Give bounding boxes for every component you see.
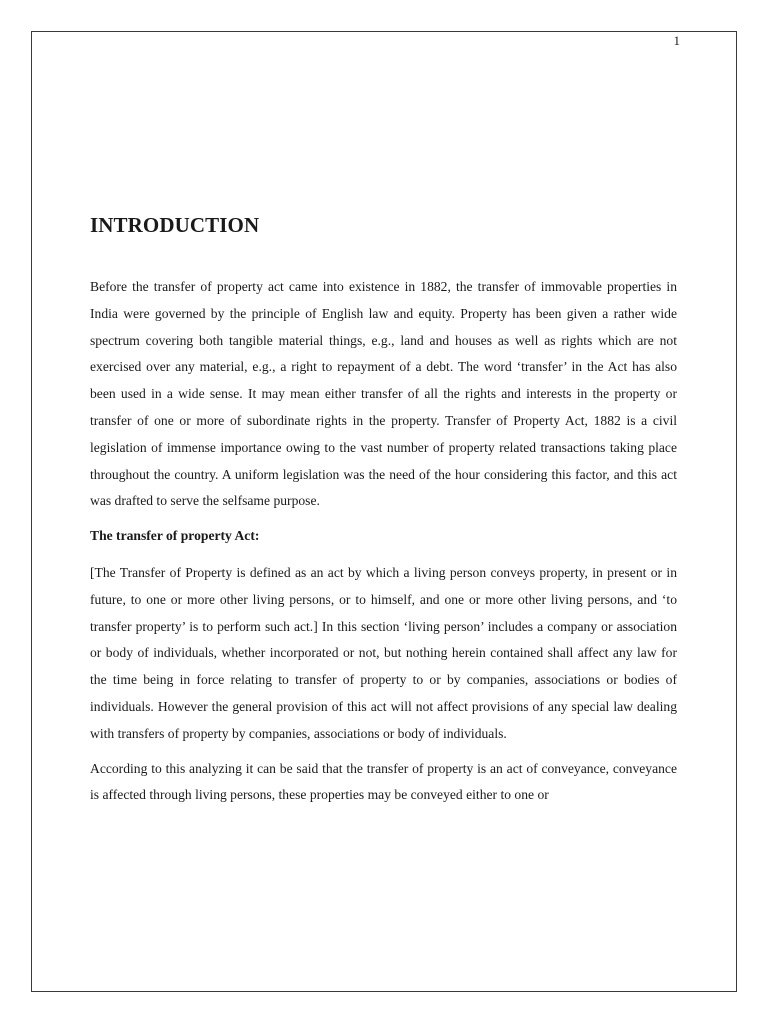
document-body: [90, 213, 677, 817]
subheading-transfer-act: The transfer of property Act:: [90, 528, 260, 544]
section-heading: INTRODUCTION: [90, 213, 260, 237]
paragraph-analysis: According to this analyzing it can be said that the transfer of property is an act of conveyance, conveyance is affected through living persons, these properties may be conveyed either to one or: [90, 760, 677, 803]
paragraph-definition: [The Transfer of Property is defined as an act by which a living person conveys property, in present or in future, to one or more other living persons, or to himself, and one or more other living persons, and ‘to transfer property’ is to perform such act.] In this section ‘living person’ includes a company or association or body of individuals, whether incorporated or not, but nothing herein contained shall affect any law for the time being in force relating to transfer of property to or by companies, associations or bodies of individuals. However the general provision of this act will not affect provisions of any special law dealing with transfers of property by companies, associations or body of individuals.: [90, 564, 677, 741]
page-number: 1: [673, 33, 680, 48]
paragraph-intro: Before the transfer of property act came into existence in 1882, the transfer of immovable properties in India were governed by the principle of English law and equity. Property has been given a rather wide spectrum covering both tangible material things, e.g., land and houses as well as rights which are not exercised over any material, e.g., a right to repayment of a debt. The word ‘transfer’ in the Act has also been used in a wide sense. It may mean either transfer of all the rights and interests in the property or transfer of one or more of subordinate rights in the property. Transfer of Property Act, 1882 is a civil legislation of immense importance owing to the vast number of property related transactions taking place throughout the country. A uniform legislation was the need of the hour considering this factor, and this act was drafted to serve the selfsame purpose.: [90, 279, 677, 509]
